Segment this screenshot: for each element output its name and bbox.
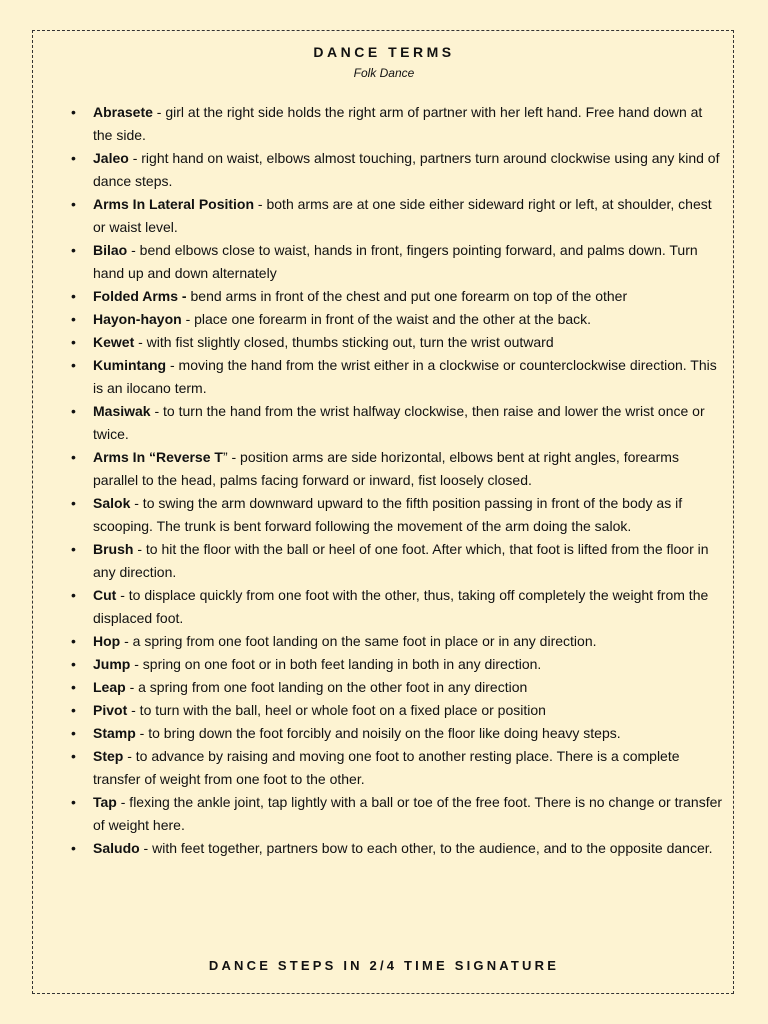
term-definition: bend arms in front of the chest and put one forearm on top of the other bbox=[186, 288, 628, 304]
term-definition: - to turn with the ball, heel or whole foot on a fixed place or position bbox=[127, 702, 546, 718]
bullet-icon: • bbox=[71, 587, 76, 603]
term-definition: - with fist slightly closed, thumbs sticking out, turn the wrist outward bbox=[134, 334, 554, 350]
bullet-icon: • bbox=[71, 104, 76, 120]
bullet-icon: • bbox=[71, 495, 76, 511]
term-definition: - to displace quickly from one foot with the other, thus, taking off completely the weight from the displaced foot. bbox=[93, 587, 709, 626]
term-definition: - place one forearm in front of the waist and the other at the back. bbox=[181, 311, 592, 327]
bullet-icon: • bbox=[71, 196, 76, 212]
list-item bbox=[71, 446, 723, 492]
bullet-icon: • bbox=[71, 242, 76, 258]
bullet-icon: • bbox=[71, 288, 76, 304]
term-name: Arms In “Reverse T bbox=[93, 449, 223, 465]
term-name: Brush bbox=[93, 541, 134, 557]
list-item bbox=[71, 837, 723, 860]
bullet-icon: • bbox=[71, 725, 76, 741]
term-definition: - moving the hand from the wrist either in a clockwise or counterclockwise direction. This is an ilocano term. bbox=[93, 357, 717, 396]
list-item bbox=[71, 492, 723, 538]
list-item bbox=[71, 791, 723, 837]
term-name: Pivot bbox=[93, 702, 128, 718]
term-name: Kewet bbox=[93, 334, 135, 350]
term-name: Stamp bbox=[93, 725, 136, 741]
term-name: Cut bbox=[93, 587, 117, 603]
term-definition: - to hit the floor with the ball or heel of one foot. After which, that foot is lifted from the floor in any direction. bbox=[93, 541, 709, 580]
list-item bbox=[71, 584, 723, 630]
term-definition: - right hand on waist, elbows almost touching, partners turn around clockwise using any kind of dance steps. bbox=[93, 150, 720, 189]
list-item bbox=[71, 630, 723, 653]
term-definition: - a spring from one foot landing on the other foot in any direction bbox=[125, 679, 528, 695]
bullet-icon: • bbox=[71, 840, 76, 856]
bullet-icon: • bbox=[71, 357, 76, 373]
term-name: Masiwak bbox=[93, 403, 151, 419]
term-definition: - girl at the right side holds the right arm of partner with her left hand. Free hand down at the side. bbox=[93, 104, 703, 143]
term-name: Hop bbox=[93, 633, 121, 649]
bullet-icon: • bbox=[71, 794, 76, 810]
term-definition: ” - position arms are side horizontal, elbows bent at right angles, forearms parallel to the head, palms facing forward or inward, fist loosely closed. bbox=[93, 449, 679, 488]
list-item bbox=[71, 193, 723, 239]
bullet-icon: • bbox=[71, 150, 76, 166]
page-subtitle: Folk Dance bbox=[353, 66, 415, 80]
term-name: Folded Arms - bbox=[93, 288, 187, 304]
bullet-icon: • bbox=[71, 403, 76, 419]
bullet-icon: • bbox=[71, 541, 76, 557]
section-title: DANCE STEPS IN 2/4 TIME SIGNATURE bbox=[208, 958, 560, 973]
term-definition: - spring on one foot or in both feet landing in both in any direction. bbox=[130, 656, 542, 672]
term-definition: - flexing the ankle joint, tap lightly with a ball or toe of the free foot. There is no change or transfer of weight here. bbox=[93, 794, 723, 833]
list-item bbox=[71, 354, 723, 400]
term-definition: - a spring from one foot landing on the same foot in place or in any direction. bbox=[120, 633, 597, 649]
bullet-icon: • bbox=[71, 679, 76, 695]
list-item bbox=[71, 147, 723, 193]
term-name: Abrasete bbox=[93, 104, 153, 120]
term-name: Bilao bbox=[93, 242, 128, 258]
term-name: Jaleo bbox=[93, 150, 129, 166]
term-definition: - to bring down the foot forcibly and noisily on the floor like doing heavy steps. bbox=[135, 725, 621, 741]
term-definition: - to swing the arm downward upward to the fifth position passing in front of the body as if scooping. The trunk is bent forward following the movement of the arm doing the salok. bbox=[93, 495, 683, 534]
bullet-icon: • bbox=[71, 748, 76, 764]
term-name: Salok bbox=[93, 495, 131, 511]
term-name: Leap bbox=[93, 679, 126, 695]
term-name: Saludo bbox=[93, 840, 140, 856]
list-item bbox=[71, 308, 723, 331]
term-definition: - to turn the hand from the wrist halfway clockwise, then raise and lower the wrist once or twice. bbox=[93, 403, 705, 442]
list-item bbox=[71, 538, 723, 584]
list-item bbox=[71, 239, 723, 285]
list-item bbox=[71, 699, 723, 722]
dance-terms-list bbox=[71, 101, 723, 860]
bullet-icon: • bbox=[71, 449, 76, 465]
term-name: Tap bbox=[93, 794, 117, 810]
list-item bbox=[71, 331, 723, 354]
term-name: Jump bbox=[93, 656, 131, 672]
term-definition: - both arms are at one side either sideward right or left, at shoulder, chest or waist level. bbox=[93, 196, 712, 235]
list-item bbox=[71, 285, 723, 308]
term-definition: - with feet together, partners bow to each other, to the audience, and to the opposite dancer. bbox=[139, 840, 713, 856]
term-name: Arms In Lateral Position bbox=[93, 196, 255, 212]
list-item bbox=[71, 722, 723, 745]
list-item bbox=[71, 653, 723, 676]
bullet-icon: • bbox=[71, 633, 76, 649]
term-definition: - bend elbows close to waist, hands in front, fingers pointing forward, and palms down. Turn hand up and down alternately bbox=[93, 242, 698, 281]
list-item bbox=[71, 101, 723, 147]
list-item bbox=[71, 400, 723, 446]
term-name: Step bbox=[93, 748, 124, 764]
term-name: Hayon-hayon bbox=[93, 311, 182, 327]
term-name: Kumintang bbox=[93, 357, 167, 373]
bullet-icon: • bbox=[71, 334, 76, 350]
bullet-icon: • bbox=[71, 656, 76, 672]
term-definition: - to advance by raising and moving one foot to another resting place. There is a complete transfer of weight from one foot to the other. bbox=[93, 748, 680, 787]
page-title: DANCE TERMS bbox=[313, 44, 455, 60]
bullet-icon: • bbox=[71, 311, 76, 327]
bullet-icon: • bbox=[71, 702, 76, 718]
list-item bbox=[71, 745, 723, 791]
list-item bbox=[71, 676, 723, 699]
